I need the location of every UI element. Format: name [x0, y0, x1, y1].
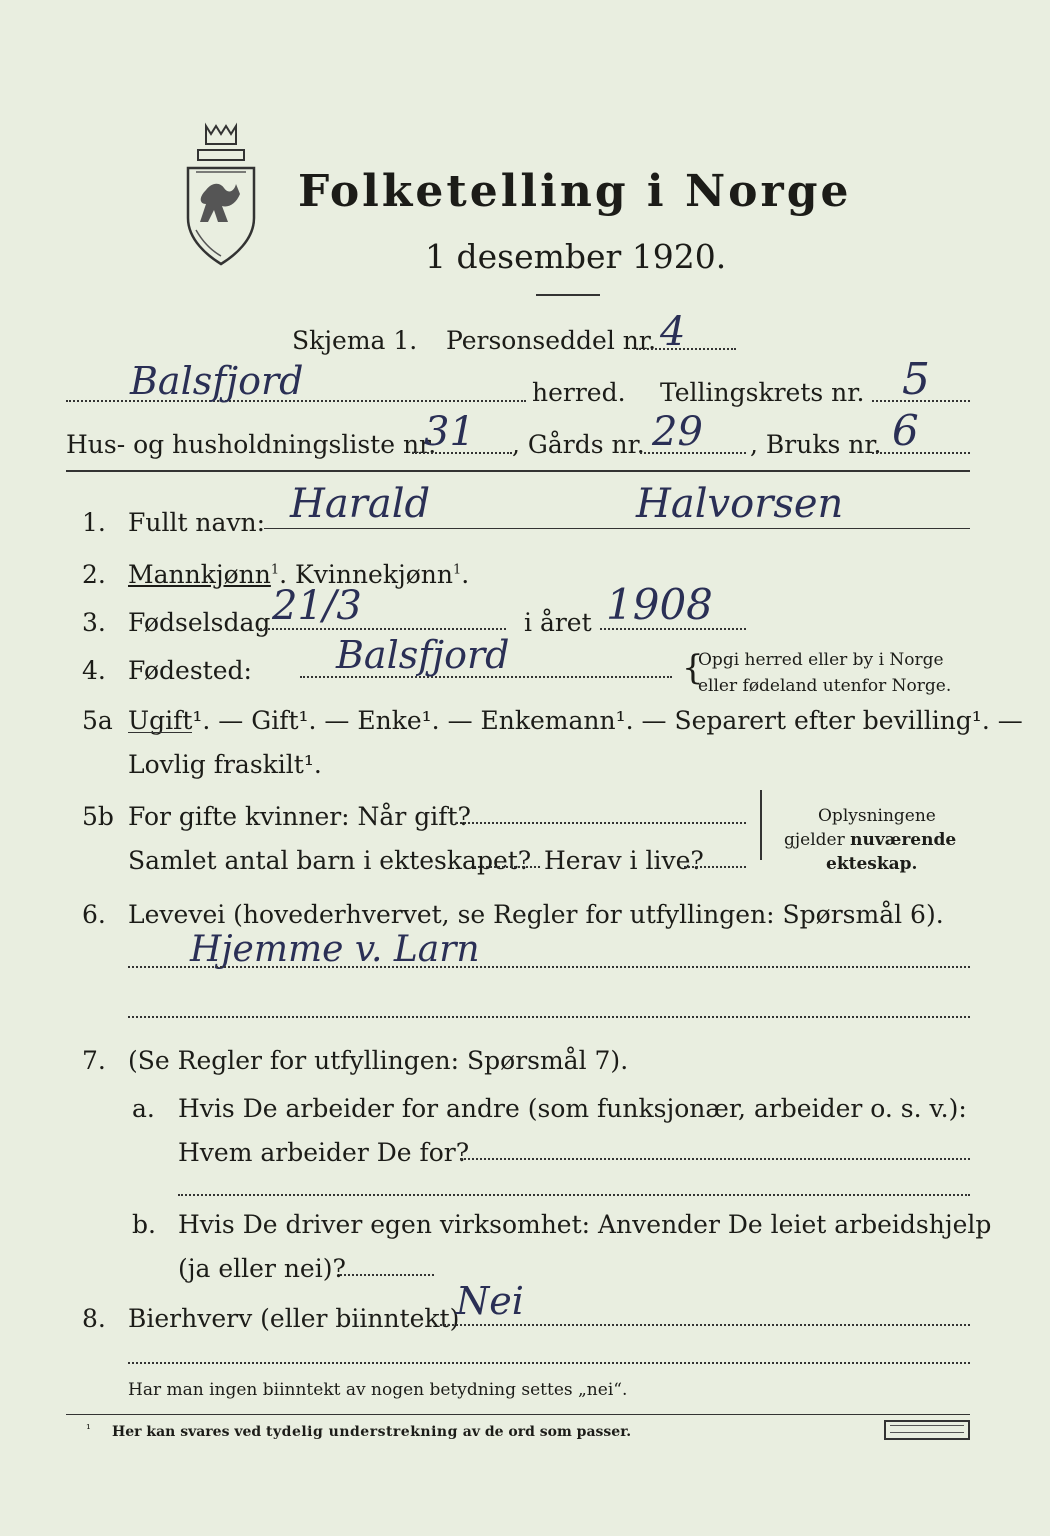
q1-number: 1.	[82, 508, 106, 537]
title-divider	[536, 294, 600, 296]
marriage-note-1: Oplysningene	[818, 806, 936, 826]
birthplace-label: Fødested:	[128, 656, 252, 685]
q2-number: 2.	[82, 560, 106, 589]
q7b-number: b.	[132, 1210, 156, 1239]
full-name-label: Fullt navn:	[128, 508, 266, 537]
birth-year-value[interactable]: 1908	[606, 580, 713, 629]
side-income-value[interactable]: Nei	[456, 1279, 524, 1323]
children-total-label: Samlet antal barn i ekteskapet?	[128, 846, 532, 875]
q5b-number: 5b	[82, 802, 114, 831]
marital-status-options[interactable]: Ugift¹. — Gift¹. — Enke¹. — Enkemann¹. — Separert efter bevilling¹. —	[128, 706, 1023, 735]
q4-number: 4.	[82, 656, 106, 685]
side-income-line	[440, 1324, 970, 1326]
gards-value[interactable]: 29	[652, 409, 703, 455]
tellingskrets-label: Tellingskrets nr.	[660, 378, 865, 407]
income-note: Har man ingen biinntekt av nogen betydning settes „nei“.	[128, 1380, 628, 1400]
employer-line-1	[460, 1158, 970, 1160]
marriage-note-2: gjelder nuværende	[784, 830, 957, 850]
hired-help-label: (ja eller nei)?	[178, 1254, 346, 1283]
personseddel-line	[636, 348, 736, 350]
hus-value[interactable]: 31	[424, 409, 475, 455]
first-name-value[interactable]: Harald	[290, 481, 431, 527]
children-alive-line	[684, 866, 746, 868]
birthday-value[interactable]: 21/3	[272, 583, 362, 629]
coat-of-arms-icon	[176, 120, 266, 270]
hired-help-line	[340, 1274, 434, 1276]
occupation-value[interactable]: Hjemme v. Larn	[190, 929, 480, 970]
marital-status-options-2[interactable]: Lovlig fraskilt¹.	[128, 750, 322, 779]
children-total-line	[474, 866, 540, 868]
gender-options: Mannkjønn$^1$. Kvinnekjønn$^1$.	[128, 560, 470, 589]
male-option[interactable]: Mannkjønn	[128, 560, 271, 589]
hus-label: Hus- og husholdningsliste nr.	[66, 430, 437, 459]
note-bracket	[760, 790, 764, 860]
ugift-underline	[128, 732, 192, 733]
gards-label: , Gårds nr.	[512, 430, 645, 459]
marriage-note-3: ekteskap.	[826, 854, 918, 874]
bruks-line	[872, 452, 970, 454]
married-when-label: For gifte kvinner: Når gift?	[128, 802, 471, 831]
self-employed-question: Hvis De driver egen virksomhet: Anvender De leiet arbeidshjelp	[178, 1210, 992, 1239]
q7-label: (Se Regler for utfyllingen: Spørsmål 7).	[128, 1046, 629, 1075]
schema-label: Skjema 1.	[292, 326, 418, 355]
occupation-label: Levevei (hovederhvervet, se Regler for utfyllingen: Spørsmål 6).	[128, 900, 944, 929]
employer-line-2	[178, 1194, 970, 1196]
side-income-line-2	[128, 1362, 970, 1364]
personseddel-value[interactable]: 4	[660, 309, 686, 355]
birthplace-note-1: Opgi herred eller by i Norge	[698, 650, 944, 670]
occupation-line-2	[128, 1016, 970, 1018]
birthday-label: Fødselsdag	[128, 608, 271, 637]
q3-number: 3.	[82, 608, 106, 637]
q7-number: 7.	[82, 1046, 106, 1075]
side-income-label: Bierhverv (eller biinntekt)	[128, 1304, 460, 1333]
bruks-value[interactable]: 6	[892, 406, 919, 455]
employer-label: Hvem arbeider De for?	[178, 1138, 470, 1167]
header-divider	[66, 470, 970, 472]
female-option[interactable]: Kvinnekjønn	[295, 560, 453, 589]
q8-number: 8.	[82, 1304, 106, 1333]
birthplace-value[interactable]: Balsfjord	[336, 633, 510, 677]
brace-icon: {	[682, 648, 704, 688]
occupation-line-1	[128, 966, 970, 968]
bruks-label: , Bruks nr.	[750, 430, 882, 459]
herred-value[interactable]: Balsfjord	[130, 359, 304, 403]
q7a-number: a.	[132, 1094, 155, 1123]
q6-number: 6.	[82, 900, 106, 929]
footnote-text: Her kan svares ved tydelig understrekning av de ord som passer.	[112, 1424, 632, 1440]
footnote-mark: ¹	[86, 1422, 91, 1436]
personseddel-label: Personseddel nr.	[446, 326, 657, 355]
birthplace-note-2: eller fødeland utenfor Norge.	[698, 676, 952, 696]
form-title: Folketelling i Norge	[298, 166, 852, 217]
printer-stamp-icon	[884, 1420, 970, 1440]
married-when-line	[456, 822, 746, 824]
last-name-value[interactable]: Halvorsen	[636, 481, 844, 527]
q5a-number: 5a	[82, 706, 113, 735]
tellingskrets-value[interactable]: 5	[902, 354, 930, 405]
children-alive-label: Herav i live?	[544, 846, 704, 875]
full-name-line	[264, 528, 970, 529]
census-date: 1 desember 1920.	[425, 237, 727, 276]
employer-question: Hvis De arbeider for andre (som funksjonær, arbeider o. s. v.):	[178, 1094, 967, 1123]
footer-divider	[66, 1414, 970, 1415]
herred-label: herred.	[532, 378, 626, 407]
birth-year-label: i året	[524, 608, 592, 637]
